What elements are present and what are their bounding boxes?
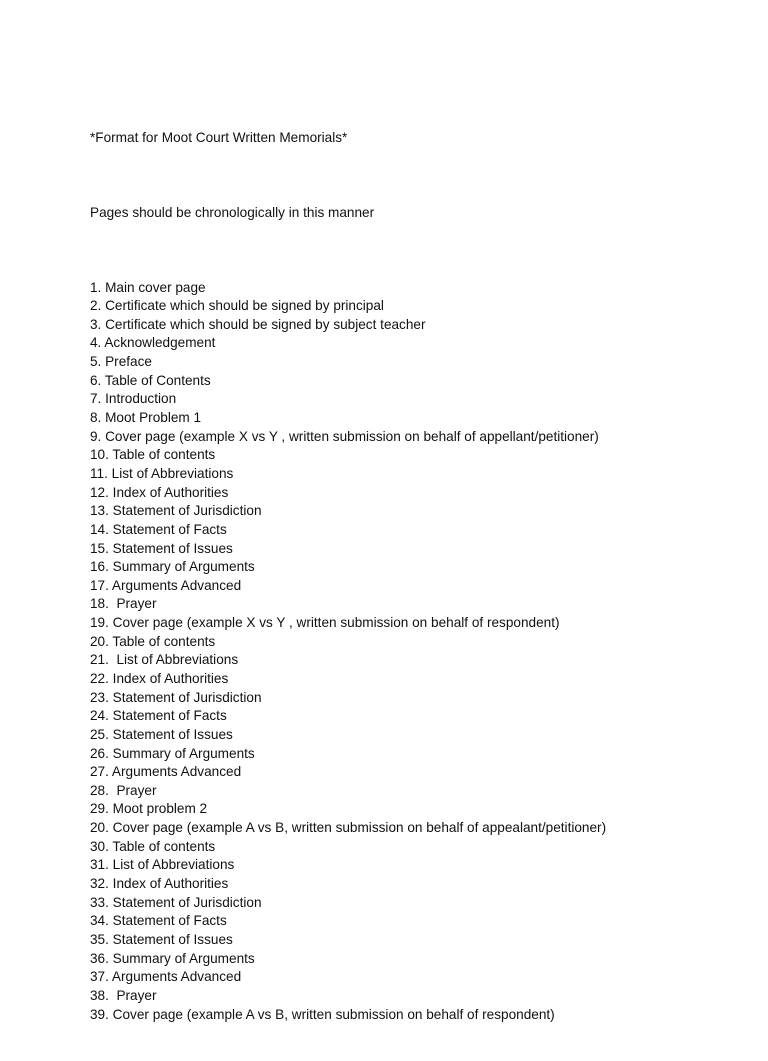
list-item: 29. Moot problem 2 (90, 801, 208, 817)
list-item: 7. Introduction (90, 391, 177, 407)
list-item: 39. Cover page (example A vs B, written submission on behalf of respondent) (90, 1006, 555, 1022)
list-item: 26. Summary of Arguments (90, 745, 255, 761)
list-item: 30. Table of contents (90, 838, 216, 854)
list-item: 8. Moot Problem 1 (90, 410, 202, 426)
list-item: 38. Prayer (90, 987, 157, 1003)
list-item: 21. List of Abbreviations (90, 652, 239, 668)
list-item: 10. Table of contents (90, 447, 216, 463)
list-item: 36. Summary of Arguments (90, 950, 255, 966)
list-item: 4. Acknowledgement (90, 335, 216, 351)
list-item: 25. Statement of Issues (90, 726, 233, 742)
list-item: 31. List of Abbreviations (90, 857, 235, 873)
list-item: 34. Statement of Facts (90, 913, 227, 929)
list-item: 22. Index of Authorities (90, 670, 229, 686)
list-item: 1. Main cover page (90, 279, 206, 295)
page-order-list (90, 279, 730, 1025)
list-item: 9. Cover page (example X vs Y , written submission on behalf of appellant/petitioner) (90, 428, 599, 444)
list-item: 3. Certificate which should be signed by subject teacher (90, 316, 426, 332)
document-content (90, 92, 730, 1061)
list-item: 20. Cover page (example A vs B, written submission on behalf of appealant/petitioner) (90, 820, 607, 836)
list-item: 14. Statement of Facts (90, 521, 227, 537)
list-item: 28. Prayer (90, 782, 157, 798)
list-item: 18. Prayer (90, 596, 157, 612)
list-item: 37. Arguments Advanced (90, 969, 242, 985)
list-item: 20. Table of contents (90, 633, 216, 649)
list-item: 16. Summary of Arguments (90, 559, 255, 575)
list-item: 12. Index of Authorities (90, 484, 229, 500)
list-item: 6. Table of Contents (90, 372, 211, 388)
list-item: 19. Cover page (example X vs Y , written submission on behalf of respondent) (90, 615, 560, 631)
list-item: 15. Statement of Issues (90, 540, 233, 556)
document-intro: Pages should be chronologically in this manner (90, 204, 375, 220)
list-item: 13. Statement of Jurisdiction (90, 503, 262, 519)
list-item: 32. Index of Authorities (90, 876, 229, 892)
list-item: 2. Certificate which should be signed by principal (90, 298, 384, 314)
list-item: 33. Statement of Jurisdiction (90, 894, 262, 910)
list-item: 5. Preface (90, 354, 152, 370)
list-item: 17. Arguments Advanced (90, 577, 242, 593)
document-title: *Format for Moot Court Written Memorials* (90, 130, 348, 146)
list-item: 24. Statement of Facts (90, 708, 227, 724)
list-item: 11. List of Abbreviations (90, 465, 234, 481)
list-item: 35. Statement of Issues (90, 931, 233, 947)
list-item: 23. Statement of Jurisdiction (90, 689, 262, 705)
list-item: 27. Arguments Advanced (90, 764, 242, 780)
